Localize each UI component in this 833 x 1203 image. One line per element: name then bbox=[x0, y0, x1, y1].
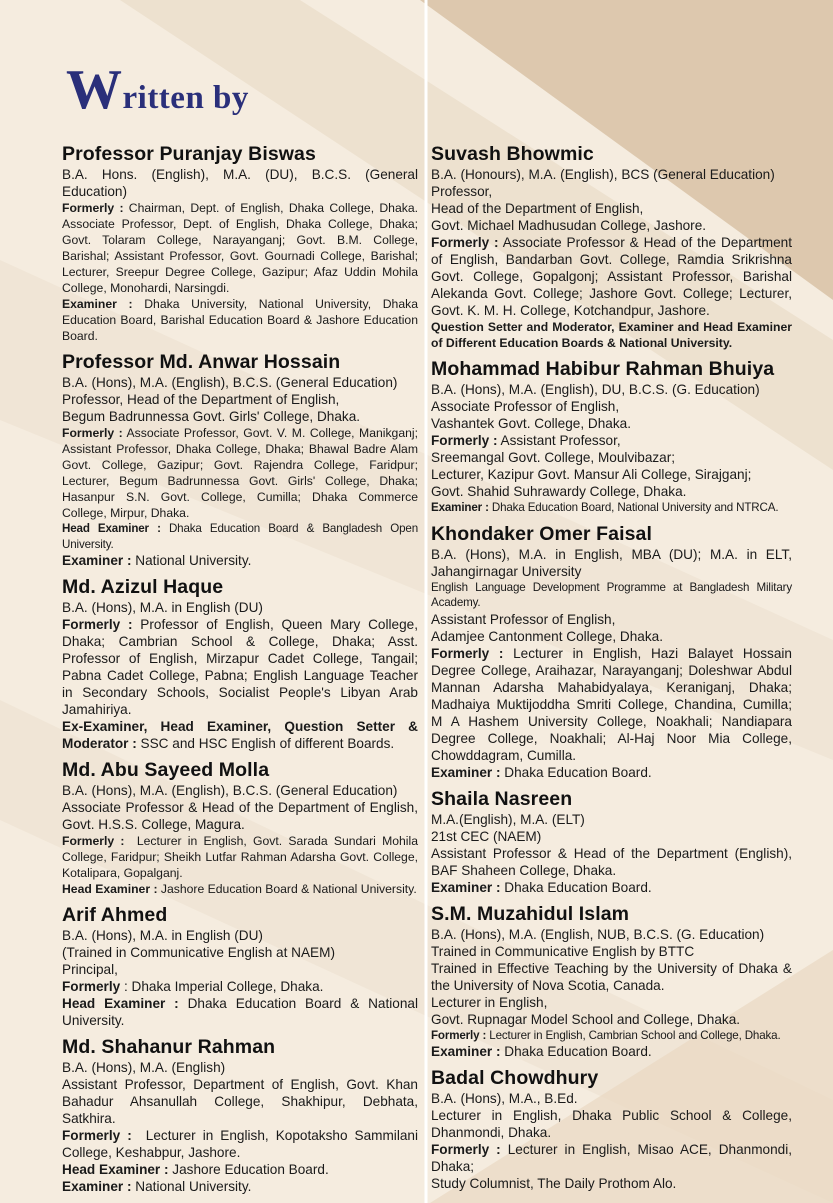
author-entry bbox=[431, 787, 796, 896]
credential-text: Principal, bbox=[62, 962, 118, 978]
credential-text: Assistant Professor, Department of English, Govt. Khan Bahadur Ahsanullah College, Shakhipur, Debhata, Satkhira. bbox=[62, 1077, 422, 1127]
credential-text: Lecturer in English, Hazi Balayet Hossain Degree College, Araihazar, Narayanganj; Doleshwar Abdul Mannan Adarsha Mahabidyalaya, Keraniganj, Dhaka; Madhaiya Muktijoddha Smriti College, Chandina, Cumilla; M A Hashem University College, Noakhali; Nandiapara Degree College, Noakhali; Al-Haj Noor Mia College, Chowddagram, Cumilla. bbox=[431, 645, 796, 763]
author-credential bbox=[431, 926, 792, 943]
author-credential bbox=[431, 398, 792, 415]
author-credential bbox=[431, 234, 796, 319]
author-credential bbox=[62, 833, 422, 881]
author-entry bbox=[62, 903, 422, 1029]
author-credential bbox=[62, 944, 418, 961]
credential-label: Head Examiner : bbox=[62, 1162, 169, 1178]
author-credential bbox=[62, 1178, 418, 1195]
author-credential bbox=[431, 994, 792, 1011]
page-title-rest: ritten by bbox=[122, 80, 249, 116]
author-entry bbox=[62, 575, 422, 752]
author-credential bbox=[431, 166, 792, 183]
author-credential bbox=[62, 521, 422, 552]
author-credential bbox=[62, 391, 418, 408]
author-credential bbox=[431, 845, 796, 879]
credential-text: Sreemangal Govt. College, Moulvibazar; bbox=[431, 450, 676, 465]
author-entry bbox=[431, 902, 796, 1061]
author-credential bbox=[62, 782, 418, 799]
credential-text: Assistant Professor of English, bbox=[431, 611, 616, 627]
author-credential bbox=[431, 1107, 796, 1141]
credential-text: Dhaka Education Board. bbox=[500, 764, 652, 780]
author-entry bbox=[431, 1066, 796, 1192]
credential-text: Associate Professor & Head of the Department of English, Govt. H.S.S. College, Magura. bbox=[62, 800, 422, 833]
credential-label: Formerly bbox=[62, 979, 121, 995]
credential-label: Formerly : bbox=[431, 645, 504, 661]
page-title bbox=[66, 59, 249, 121]
credential-text: Govt. Michael Madhusudan College, Jashore. bbox=[431, 218, 707, 233]
author-name: Professor Puranjay Biswas bbox=[62, 143, 316, 165]
author-credential bbox=[62, 408, 418, 425]
credential-text: Lecturer in English, Dhaka Public School & College, Dhanmondi, Dhaka. bbox=[431, 1108, 796, 1141]
credential-text: Lecturer in English, Kopotaksho Sammilani College, Keshabpur, Jashore. bbox=[62, 1128, 422, 1161]
credential-text: Assistant Professor, bbox=[497, 433, 621, 448]
author-credential bbox=[431, 628, 792, 645]
credential-label: Formerly : bbox=[431, 1142, 501, 1158]
author-credential bbox=[431, 943, 792, 960]
credential-text: B.A. (Hons), M.A. in English (DU) bbox=[62, 928, 263, 944]
author-credential bbox=[431, 580, 795, 611]
author-credential bbox=[431, 415, 792, 432]
credential-text: B.A. (Hons), M.A. (English) bbox=[62, 1060, 226, 1076]
author-credential bbox=[431, 483, 792, 500]
credential-text: (Trained in Communicative English at NAEM) bbox=[62, 945, 335, 961]
author-entry bbox=[431, 142, 796, 351]
author-credential bbox=[62, 961, 418, 978]
credential-text: Head of the Department of English, bbox=[431, 201, 644, 216]
credential-text: Lecturer in English, Cambrian School and College, Dhaka. bbox=[486, 1028, 781, 1042]
credential-label: Head Examiner : bbox=[62, 522, 161, 535]
author-credential bbox=[62, 374, 418, 391]
credential-text: B.A. (Hons), M.A. (English), DU, B.C.S. (G. Education) bbox=[431, 382, 760, 397]
credential-label: Formerly : bbox=[431, 433, 498, 448]
credential-text: English Language Development Programme at Bangladesh Military Academy. bbox=[431, 580, 795, 610]
author-credential bbox=[431, 1175, 792, 1192]
credential-label: Examiner : bbox=[62, 553, 132, 569]
author-credential bbox=[431, 381, 792, 398]
author-entry bbox=[62, 142, 422, 344]
author-credential bbox=[431, 611, 792, 628]
author-credential bbox=[431, 449, 792, 466]
credential-text: B.A. (Hons), M.A. in English (DU) bbox=[62, 600, 263, 616]
credential-text: Professor, bbox=[431, 184, 493, 199]
author-credential bbox=[62, 616, 422, 718]
credential-label: Formerly : bbox=[62, 617, 133, 633]
author-credential bbox=[62, 978, 418, 995]
credential-text: 21st CEC (NAEM) bbox=[431, 828, 542, 844]
credential-text: Study Columnist, The Daily Prothom Alo. bbox=[431, 1176, 677, 1192]
author-credential bbox=[62, 599, 418, 616]
author-entry bbox=[431, 357, 792, 516]
author-name: Mohammad Habibur Rahman Bhuiya bbox=[431, 358, 775, 380]
credential-text: Dhaka Education Board. bbox=[500, 1044, 652, 1060]
author-entry bbox=[62, 758, 422, 897]
credential-text: Adamjee Cantonment College, Dhaka. bbox=[431, 628, 663, 644]
credential-text: SSC and HSC English of different Boards. bbox=[136, 736, 395, 752]
credential-text: Chairman, Dept. of English, Dhaka College, Dhaka. Associate Professor, Dept. of English, Dhaka College, Dhaka; Govt. Tolaram College, Narayanganj; Govt. B.M. College, Barishal; Assistant Professor, Govt. Gournadi College, Barishal; Lecturer, Sreepur Degree College, Gazipur; Afaz Uddin Mohila College, Monohardi, Narsingdi. bbox=[62, 201, 422, 295]
credential-label: Examiner : bbox=[431, 879, 501, 895]
author-credential bbox=[62, 799, 422, 833]
author-name: Shaila Nasreen bbox=[431, 787, 573, 810]
credential-text: Lecturer, Kazipur Govt. Mansur Ali College, Sirajganj; bbox=[431, 467, 752, 482]
credential-text: Lecturer in English, Misao ACE, Dhanmondi, Dhaka; bbox=[431, 1142, 796, 1175]
author-credential bbox=[431, 1011, 792, 1028]
author-credential bbox=[431, 1028, 792, 1044]
credential-label: Head Examiner : bbox=[62, 882, 158, 897]
credential-label: Examiner : bbox=[62, 297, 133, 311]
author-name: Arif Ahmed bbox=[62, 904, 168, 927]
author-credential bbox=[431, 764, 792, 781]
credential-text: B.A. (Honours), M.A. (English), BCS (General Education) bbox=[431, 167, 775, 182]
author-credential bbox=[62, 1059, 418, 1076]
left-column bbox=[62, 142, 422, 1195]
credential-text: Associate Professor of English, bbox=[431, 399, 620, 414]
author-credential bbox=[62, 881, 418, 897]
credential-text: Lecturer in English, Govt. Sarada Sundari Mohila College, Faridpur; Sheikh Lutfar Rahman Adarsha Govt. College, Kotalipara, Gopalganj. bbox=[62, 834, 422, 881]
author-credential bbox=[431, 432, 792, 449]
author-name: Badal Chowdhury bbox=[431, 1067, 599, 1090]
right-column bbox=[431, 142, 796, 1192]
credential-label: Ex-Examiner, Head Examiner, Question Setter & Moderator : bbox=[62, 719, 422, 752]
author-name: S.M. Muzahidul Islam bbox=[431, 902, 630, 925]
credential-label: Formerly : bbox=[431, 1028, 487, 1042]
author-entry bbox=[431, 522, 796, 781]
author-credential bbox=[431, 1090, 792, 1107]
author-credential bbox=[431, 500, 792, 516]
author-credential bbox=[62, 425, 422, 521]
credential-label: Formerly : bbox=[431, 235, 499, 250]
credential-text: Vashantek Govt. College, Dhaka. bbox=[431, 416, 631, 431]
credential-text: : Dhaka Imperial College, Dhaka. bbox=[120, 979, 324, 995]
credential-text: Trained in Communicative English by BTTC bbox=[431, 943, 695, 959]
credential-label: Formerly : bbox=[62, 834, 125, 849]
credential-text: Assistant Professor & Head of the Department (English), BAF Shaheen College, Dhaka. bbox=[431, 845, 796, 878]
author-entry bbox=[62, 350, 422, 569]
credential-text: Begum Badrunnessa Govt. Girls' College, Dhaka. bbox=[62, 409, 361, 424]
author-credential bbox=[431, 879, 792, 896]
credential-text: Question Setter and Moderator, Examiner and Head Examiner of Different Education Boards & National University. bbox=[431, 320, 796, 350]
author-credential bbox=[431, 200, 792, 217]
credential-text: National University. bbox=[131, 553, 252, 569]
author-credential bbox=[62, 1161, 418, 1178]
credential-label: Formerly : bbox=[62, 201, 124, 215]
credential-text: Dhaka Education Board & National University. bbox=[62, 996, 422, 1029]
author-credential bbox=[431, 319, 796, 351]
credential-text: M.A.(English), M.A. (ELT) bbox=[431, 811, 585, 827]
credential-text: Govt. Shahid Suhrawardy College, Dhaka. bbox=[431, 484, 687, 499]
credential-text: B.A. (Hons), M.A. (English), B.C.S. (General Education) bbox=[62, 375, 398, 390]
author-credential bbox=[431, 1141, 796, 1175]
credential-text: Jashore Education Board & National University. bbox=[157, 882, 417, 897]
author-credential bbox=[62, 166, 422, 200]
credential-label: Examiner : bbox=[431, 1044, 501, 1060]
credential-text: B.A. (Hons), M.A., B.Ed. bbox=[431, 1091, 578, 1107]
credential-label: Head Examiner : bbox=[62, 996, 179, 1012]
author-credential bbox=[431, 645, 796, 764]
credential-text: B.A. (Hons), M.A. (English, NUB, B.C.S. (G. Education) bbox=[431, 926, 765, 942]
credential-text: Associate Professor & Head of the Department of English, Bandarban Govt. College, Ramdia Srikrishna Govt. College, Gopalgonj; Assistant Professor, Barishal Alekanda Govt. College; Jashore Govt. College; Lecturer, Govt. K. M. H. College, Kotchandpur, Jashore. bbox=[431, 235, 796, 318]
credential-text: Trained in Effective Teaching by the University of Dhaka & the University of Nova Scotia, Canada. bbox=[431, 960, 796, 993]
author-credential bbox=[431, 217, 792, 234]
credential-label: Formerly : bbox=[62, 1128, 132, 1144]
credential-text: Jashore Education Board. bbox=[168, 1162, 329, 1178]
author-credential bbox=[62, 552, 418, 569]
author-credential bbox=[62, 1076, 422, 1127]
credential-text: Professor, Head of the Department of English, bbox=[62, 392, 340, 407]
credential-label: Examiner : bbox=[431, 501, 489, 514]
author-credential bbox=[431, 828, 792, 845]
author-credential bbox=[431, 811, 792, 828]
author-credential bbox=[431, 1043, 792, 1060]
author-credential bbox=[62, 927, 418, 944]
author-credential bbox=[62, 200, 422, 296]
credential-text: Professor of English, Queen Mary College, Dhaka; Cambrian School & College, Dhaka; Asst. Professor of English, Mirzapur Cadet College, Tangail; Pabna Cadet College, Pabna; English Language Teacher in Secondary Schools, Socialist People's Libyan Arab Jamahiriya. bbox=[62, 617, 422, 718]
author-name: Professor Md. Anwar Hossain bbox=[62, 351, 341, 373]
credential-text: B.A. (Hons), M.A. (English), B.C.S. (General Education) bbox=[62, 783, 398, 799]
credential-text: Lecturer in English, bbox=[431, 994, 548, 1010]
author-credential bbox=[62, 296, 422, 344]
credential-label: Formerly : bbox=[62, 426, 123, 440]
author-name: Khondaker Omer Faisal bbox=[431, 522, 653, 545]
author-credential bbox=[431, 546, 796, 580]
author-name: Md. Shahanur Rahman bbox=[62, 1036, 276, 1059]
credential-text: Govt. Rupnagar Model School and College, Dhaka. bbox=[431, 1011, 741, 1027]
credential-text: National University. bbox=[131, 1179, 252, 1195]
author-entry bbox=[62, 1035, 422, 1195]
author-name: Md. Abu Sayeed Molla bbox=[62, 759, 270, 782]
credential-text: Dhaka Education Board & Bangladesh Open University. bbox=[62, 522, 422, 551]
credential-label: Examiner : bbox=[62, 1179, 132, 1195]
author-credential bbox=[62, 1127, 422, 1161]
credential-label: Examiner : bbox=[431, 764, 501, 780]
author-credential bbox=[62, 718, 422, 752]
credential-text: Associate Professor, Govt. V. M. College, Manikganj; Assistant Professor, Dhaka College, Dhaka; Bhawal Badre Alam Govt. College, Gazipur; Govt. Rajendra College, Faridpur; Lecturer, Begum Badrunnessa Govt. Girls' College, Dhaka; Hasanpur S.N. Govt. College, Cumilla; Dhaka Commerce College, Mirpur, Dhaka. bbox=[62, 426, 422, 520]
credential-text: B.A. (Hons), M.A. in English, MBA (DU); M.A. in ELT, Jahangirnagar University bbox=[431, 546, 796, 579]
author-name: Md. Azizul Haque bbox=[62, 576, 224, 599]
author-name: Suvash Bhowmic bbox=[431, 143, 594, 165]
author-credential bbox=[62, 995, 422, 1029]
credential-text: B.A. Hons. (English), M.A. (DU), B.C.S. (General Education) bbox=[62, 167, 422, 199]
author-credential bbox=[431, 960, 796, 994]
author-credential bbox=[431, 183, 792, 200]
credential-text: Dhaka Education Board. bbox=[500, 879, 652, 895]
page-title-initial: W bbox=[66, 59, 123, 121]
credential-text: Dhaka Education Board, National University and NTRCA. bbox=[488, 501, 779, 514]
author-credential bbox=[431, 466, 792, 483]
credential-text: Dhaka University, National University, Dhaka Education Board, Barishal Education Board & Jashore Education Board. bbox=[62, 297, 422, 343]
